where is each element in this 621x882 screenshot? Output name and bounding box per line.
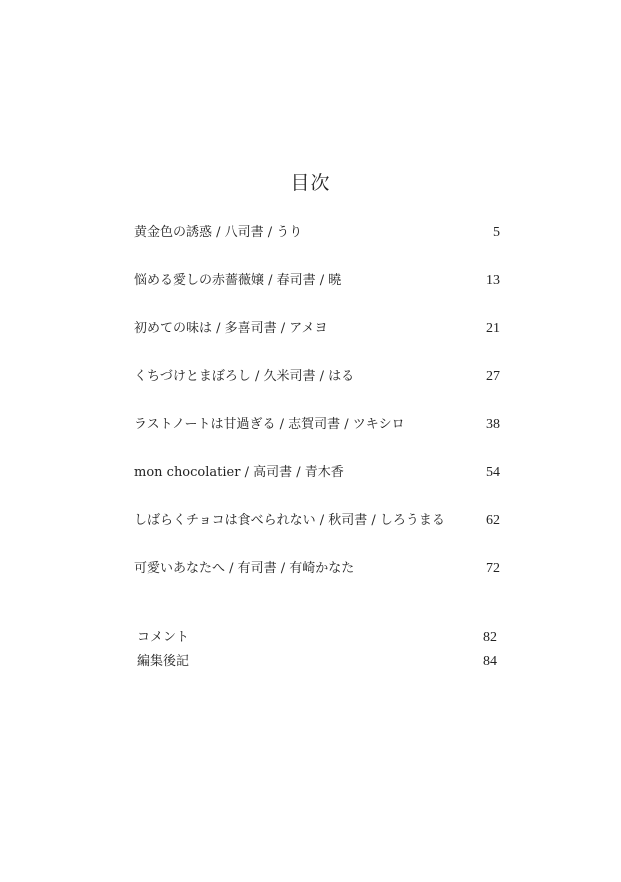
- extra-entry-text: 編集後記: [137, 654, 190, 669]
- toc-entry: [134, 268, 500, 316]
- extra-page-number: 82: [483, 630, 497, 645]
- extra-entry: [137, 627, 497, 651]
- toc-entry: [134, 556, 500, 604]
- toc-page-number: 38: [486, 417, 500, 432]
- toc-entry-text: 初めての味は / 多喜司書 / アメヨ: [134, 321, 328, 336]
- extra-entry-text: コメント: [137, 630, 190, 645]
- page-title: 目次: [290, 172, 331, 194]
- toc-entry: [134, 460, 500, 508]
- toc-entry-text: ラストノートは甘過ぎる / 志賀司書 / ツキシロ: [134, 417, 405, 432]
- toc-page-number: 72: [486, 561, 500, 576]
- toc-page-number: 5: [493, 225, 500, 240]
- extra-page-number: 84: [483, 654, 497, 669]
- toc-page-number: 21: [486, 321, 500, 336]
- toc-page-number: 62: [486, 513, 500, 528]
- toc-entry: [134, 364, 500, 412]
- toc-page-number: 27: [486, 369, 500, 384]
- toc-entry-text: 悩める愛しの赤薔薇嬢 / 春司書 / 曉: [134, 273, 342, 288]
- toc-entry: [134, 508, 500, 556]
- toc-entry-text: 黄金色の誘惑 / 八司書 / うり: [134, 225, 303, 240]
- toc-list: [134, 220, 500, 604]
- toc-entry: [134, 412, 500, 460]
- toc-page-number: 54: [486, 465, 500, 480]
- toc-entry: [134, 220, 500, 268]
- toc-entry-text: mon chocolatier / 高司書 / 青木香: [134, 465, 344, 480]
- toc-entry-text: 可愛いあなたへ / 有司書 / 有崎かなた: [134, 561, 355, 576]
- extra-entry: [137, 651, 497, 675]
- toc-entry-text: くちづけとまぼろし / 久米司書 / はる: [134, 369, 355, 384]
- toc-page-number: 13: [486, 273, 500, 288]
- toc-entry-text: しばらくチョコは食べられない / 秋司書 / しろうまる: [134, 513, 445, 528]
- toc-entry: [134, 316, 500, 364]
- extras-list: [137, 627, 497, 675]
